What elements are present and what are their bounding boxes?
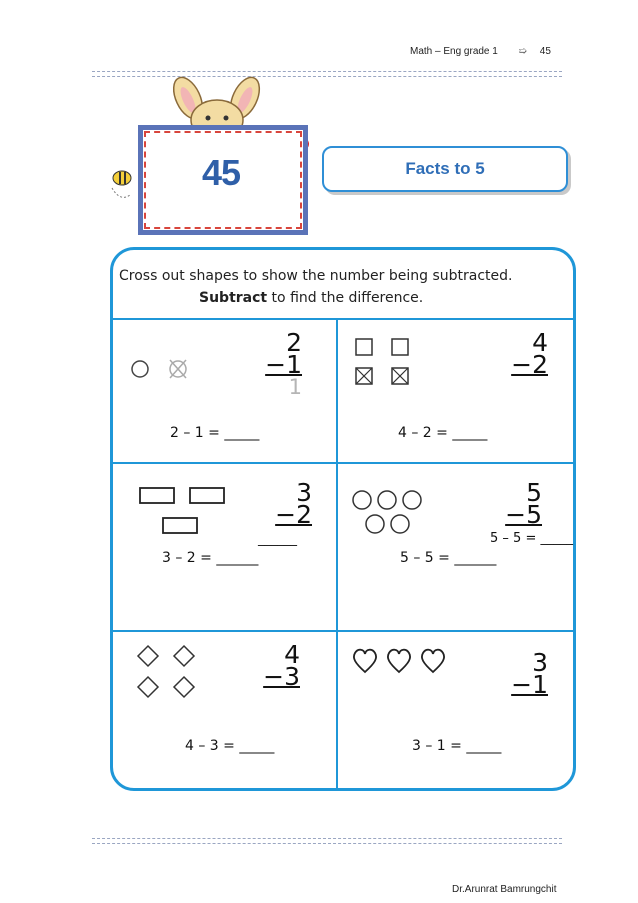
instruction-bold: Subtract — [199, 290, 268, 306]
minuend: 3 — [532, 648, 548, 677]
grid-line-h2 — [112, 462, 574, 464]
diamond-shape — [138, 677, 158, 697]
minuend: 4 — [532, 328, 548, 357]
subtrahend: −1 — [265, 350, 302, 379]
minuend: 2 — [286, 328, 302, 357]
diamond-shape — [174, 677, 194, 697]
course-label: Math – Eng grade 1 — [410, 46, 498, 57]
heart-shape — [388, 650, 410, 672]
badge-number: 45 — [202, 152, 241, 193]
vertical-problem-5 — [260, 640, 300, 691]
subtrahend: −1 — [511, 670, 548, 699]
equation-3: 3 – 2 = ______ — [162, 550, 259, 566]
heart-shape — [354, 650, 376, 672]
answer-blank-3: ______ — [258, 532, 297, 547]
square-shape — [392, 339, 408, 355]
vertical-problem-3 — [272, 478, 312, 529]
rectangle-shapes — [138, 486, 228, 538]
subtrahend: −2 — [511, 350, 548, 379]
vertical-problem-4 — [502, 478, 542, 529]
worksheet-title: Facts to 5 — [405, 159, 485, 178]
diamond-shapes — [136, 644, 200, 702]
cross-out-mark — [392, 368, 408, 384]
vertical-problem-1 — [262, 328, 302, 399]
rectangle-shape — [190, 488, 224, 503]
subtrahend: −5 — [505, 500, 542, 529]
top-divider — [92, 71, 562, 77]
vertical-problem-2 — [508, 328, 548, 379]
equation-5: 4 – 3 = _____ — [185, 738, 275, 754]
subtrahend: −2 — [275, 500, 312, 529]
author-credit: Dr.Arunrat Bamrungchit — [452, 884, 557, 895]
minuend: 4 — [284, 640, 300, 669]
bottom-divider — [92, 838, 562, 844]
overflow-equation: 5 – 5 = _____ — [490, 531, 573, 546]
instruction-rest: to find the difference. — [267, 290, 424, 306]
subtrahend: −3 — [263, 662, 300, 691]
grid-line-v — [336, 319, 338, 789]
diamond-shape — [138, 646, 158, 666]
rectangle-shape — [163, 518, 197, 533]
vertical-problem-6 — [508, 648, 548, 699]
page-number: 45 — [539, 46, 551, 57]
heart-shape — [422, 650, 444, 672]
equation-1: 2 – 1 = _____ — [170, 425, 260, 441]
square-shape — [356, 339, 372, 355]
circle-shape — [132, 361, 148, 377]
circle-shape — [378, 491, 396, 509]
diamond-shape — [174, 646, 194, 666]
circle-shape — [391, 515, 409, 533]
circle-group — [350, 490, 430, 536]
heart-shapes — [352, 648, 452, 674]
grid-line-h3 — [112, 630, 574, 632]
instruction-line-1: Cross out shapes to show the number being subtracted. — [119, 268, 513, 284]
grid-line-h1 — [112, 318, 574, 320]
instruction-line-2 — [119, 290, 559, 306]
minuend: 3 — [296, 478, 312, 507]
equation-2: 4 – 2 = _____ — [398, 425, 488, 441]
circle-shape — [353, 491, 371, 509]
circle-shape — [366, 515, 384, 533]
title-box — [322, 146, 568, 192]
answer: 1 — [288, 375, 302, 399]
rectangle-shape — [140, 488, 174, 503]
arrow-icon: ➯ — [518, 46, 528, 57]
square-shapes — [354, 337, 414, 389]
cross-out-mark — [356, 368, 372, 384]
equation-6: 3 – 1 = _____ — [412, 738, 502, 754]
page-header — [410, 46, 551, 57]
minuend: 5 — [526, 478, 542, 507]
circle-shapes — [128, 358, 198, 382]
equation-4: 5 – 5 = ______ — [400, 550, 497, 566]
circle-shape — [403, 491, 421, 509]
